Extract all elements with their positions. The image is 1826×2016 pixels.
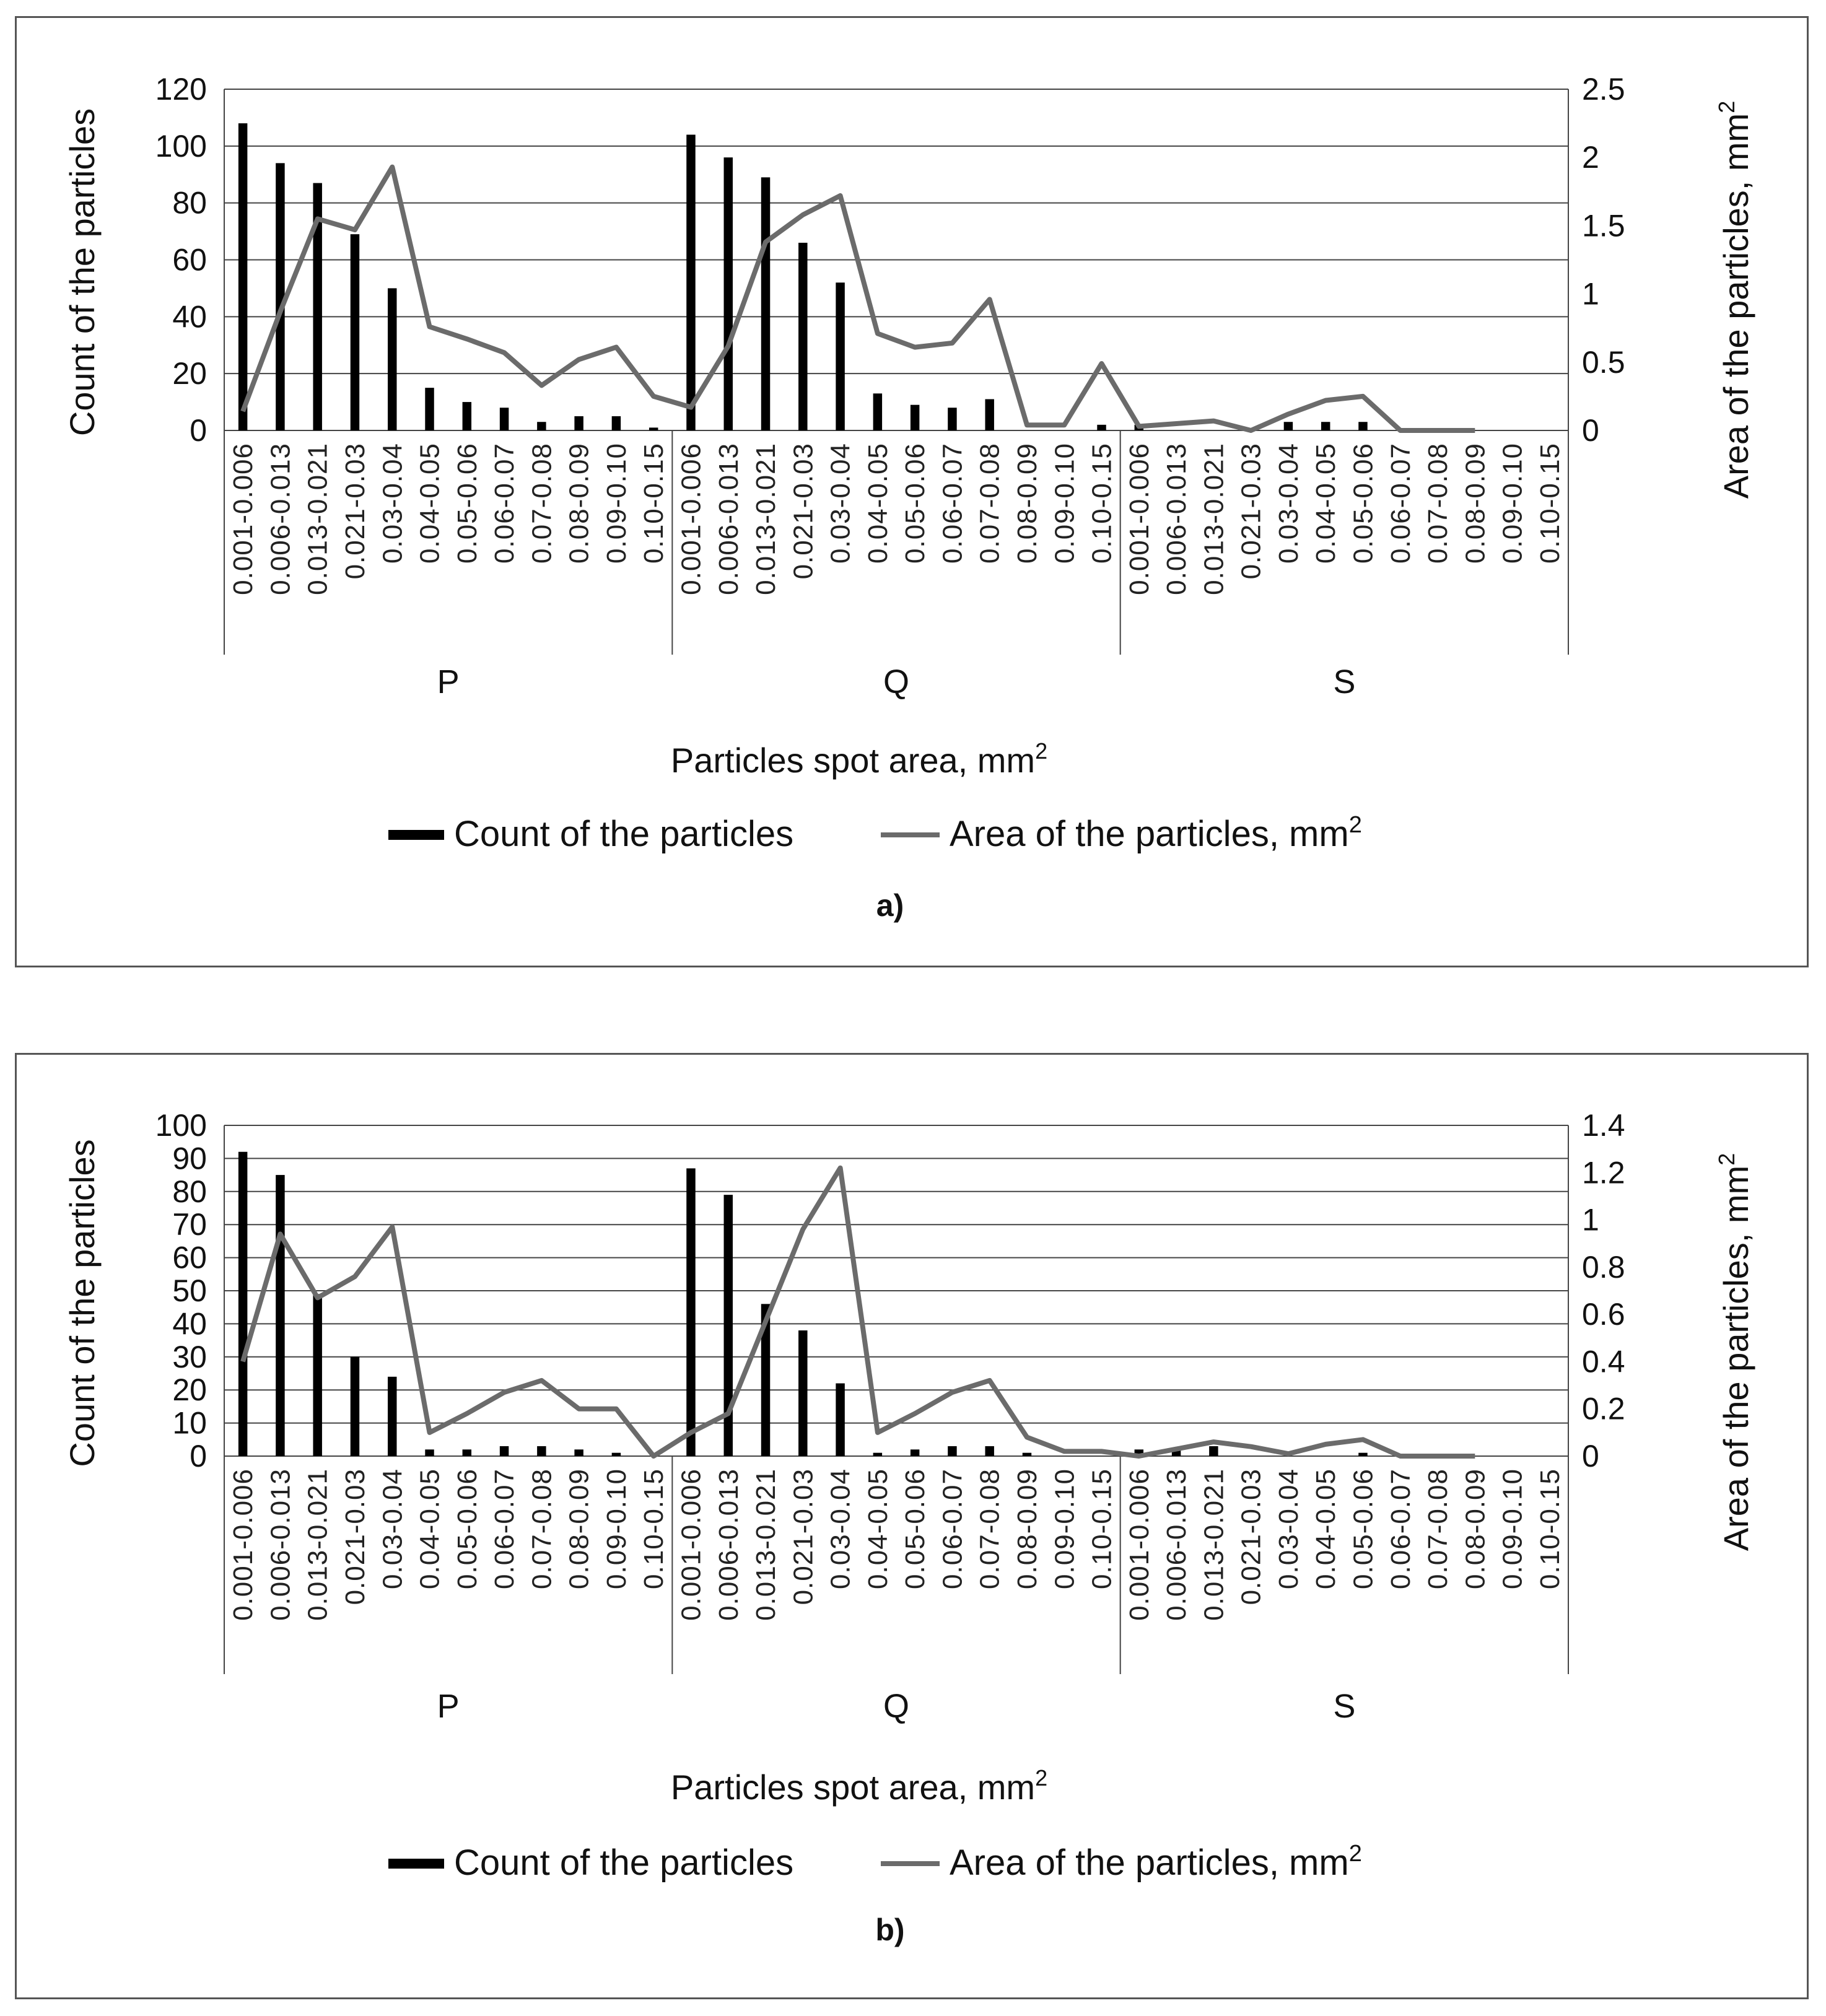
x-category-label: 0.08-0.09	[1011, 1468, 1042, 1589]
x-category-label: 0.08-0.09	[1460, 1468, 1491, 1589]
x-category-label: 0.06-0.07	[1385, 1468, 1416, 1589]
bar-count	[686, 1168, 695, 1456]
x-category-label: 0.05-0.06	[900, 443, 931, 564]
bar-count	[1209, 1446, 1218, 1456]
bar-count	[574, 416, 583, 430]
bar-count	[1321, 422, 1330, 430]
x-category-label: 0.04-0.05	[862, 443, 893, 564]
x-category-label: 0.021-0.03	[339, 443, 370, 580]
x-category-label: 0.03-0.04	[825, 1468, 856, 1589]
x-category-label: 0.10-0.15	[1534, 443, 1565, 564]
chart-a-svg	[17, 18, 1807, 966]
x-category-label: 0.013-0.021	[1199, 443, 1230, 595]
x-category-label: 0.09-0.10	[1497, 443, 1528, 564]
x-category-label: 0.001-0.006	[676, 1468, 707, 1621]
x-group-label: S	[1333, 1688, 1356, 1725]
y-tick-label: 40	[172, 1306, 207, 1342]
bar-count	[574, 1449, 583, 1456]
x-category-label: 0.06-0.07	[937, 443, 968, 564]
x-category-label: 0.07-0.08	[974, 1468, 1005, 1589]
bar-count	[948, 408, 956, 430]
x-category-label: 0.07-0.08	[974, 443, 1005, 564]
y2-tick-label: 2.5	[1582, 72, 1625, 107]
bar-count	[649, 427, 658, 430]
x-category-label: 0.001-0.006	[676, 443, 707, 595]
y-tick-label: 0	[190, 1439, 207, 1473]
x-category-label: 0.021-0.03	[1236, 1468, 1267, 1605]
bar-count	[798, 1330, 807, 1456]
x-category-label: 0.04-0.05	[1311, 1468, 1342, 1589]
x-group-label: P	[437, 1688, 460, 1725]
x-category-label: 0.10-0.15	[1086, 1468, 1117, 1589]
y-tick-label: 100	[155, 1108, 207, 1143]
x-category-label: 0.04-0.05	[414, 443, 445, 564]
bar-count	[612, 416, 621, 430]
y-tick-label: 120	[155, 72, 207, 107]
y2-tick-label: 0.5	[1582, 344, 1625, 380]
bar-count	[351, 1357, 359, 1456]
x-category-label: 0.05-0.06	[900, 1468, 931, 1589]
bar-count	[985, 399, 994, 430]
x-category-label: 0.03-0.04	[377, 443, 408, 564]
x-category-label: 0.10-0.15	[639, 1468, 670, 1589]
x-category-label: 0.001-0.006	[228, 443, 259, 595]
x-category-label: 0.10-0.15	[1086, 443, 1117, 564]
x-category-label: 0.03-0.04	[1273, 1468, 1304, 1589]
y-tick-label: 80	[172, 185, 207, 220]
bar-count	[238, 123, 247, 430]
x-category-label: 0.001-0.006	[1124, 1468, 1155, 1621]
x-category-label: 0.06-0.07	[489, 1468, 520, 1589]
bar-count	[985, 1446, 994, 1456]
bar-count	[537, 422, 546, 430]
x-category-label: 0.05-0.06	[452, 1468, 483, 1589]
x-category-label: 0.021-0.03	[1236, 443, 1267, 580]
y-tick-label: 70	[172, 1207, 207, 1242]
y2-tick-label: 0.6	[1582, 1297, 1625, 1332]
x-category-label: 0.08-0.09	[1460, 443, 1491, 564]
bar-count	[873, 393, 882, 430]
bar-count	[463, 1449, 471, 1456]
x-category-label: 0.021-0.03	[339, 1468, 370, 1605]
x-group-label: S	[1333, 663, 1356, 700]
y2-tick-label: 2	[1582, 140, 1599, 175]
x-category-label: 0.001-0.006	[228, 1468, 259, 1621]
x-category-label: 0.06-0.07	[937, 1468, 968, 1589]
x-category-label: 0.05-0.06	[1348, 443, 1379, 564]
bar-count	[724, 157, 733, 430]
x-category-label: 0.001-0.006	[1124, 443, 1155, 595]
bar-count	[276, 1175, 284, 1456]
x-category-label: 0.07-0.08	[1423, 1468, 1454, 1589]
y-tick-label: 50	[172, 1273, 207, 1308]
bar-count	[537, 1446, 546, 1456]
y2-tick-label: 0	[1582, 1439, 1599, 1473]
legend-label-area: Area of the particles, $mm^2$	[950, 1841, 1362, 1883]
bar-count	[500, 1446, 509, 1456]
bar-count	[388, 288, 396, 430]
y-tick-label: 60	[172, 1240, 207, 1275]
x-category-label: 0.04-0.05	[414, 1468, 445, 1589]
x-category-label: 0.006-0.013	[1161, 1468, 1192, 1621]
x-category-label: 0.013-0.021	[302, 443, 333, 595]
x-category-label: 0.04-0.05	[1311, 443, 1342, 564]
y2-tick-label: 0.2	[1582, 1391, 1625, 1426]
x-category-label: 0.013-0.021	[751, 1468, 782, 1621]
x-category-label: 0.09-0.10	[1049, 443, 1080, 564]
bar-count	[686, 134, 695, 430]
x-group-label: P	[437, 663, 460, 700]
y2-tick-label: 1	[1582, 1202, 1599, 1237]
x-category-label: 0.07-0.08	[526, 1468, 557, 1589]
panel-label: a)	[876, 888, 904, 923]
y2-tick-label: 1.2	[1582, 1155, 1625, 1190]
x-category-label: 0.03-0.04	[1273, 443, 1304, 564]
bar-count	[1358, 1453, 1367, 1456]
x-category-label: 0.021-0.03	[788, 1468, 819, 1605]
x-category-label: 0.09-0.10	[1049, 1468, 1080, 1589]
y-tick-label: 0	[190, 413, 207, 448]
y-tick-label: 30	[172, 1339, 207, 1374]
x-category-label: 0.04-0.05	[862, 1468, 893, 1589]
y-axis-title: Count of the particles	[63, 1139, 102, 1467]
x-category-label: 0.10-0.15	[639, 443, 670, 564]
y2-tick-label: 0.8	[1582, 1249, 1625, 1285]
bar-count	[836, 1384, 844, 1456]
bar-count	[836, 282, 844, 430]
x-category-label: 0.09-0.10	[601, 1468, 632, 1589]
x-category-label: 0.013-0.021	[302, 1468, 333, 1621]
y-tick-label: 60	[172, 242, 207, 277]
y-tick-label: 90	[172, 1141, 207, 1176]
bar-count	[911, 405, 919, 430]
y-tick-label: 100	[155, 128, 207, 164]
y2-axis-title: Area of the particles, $mm^2$	[1714, 1153, 1755, 1551]
x-category-label: 0.10-0.15	[1534, 1468, 1565, 1589]
bar-count	[761, 177, 770, 430]
bar-count	[238, 1152, 247, 1456]
x-category-label: 0.05-0.06	[1348, 1468, 1379, 1589]
x-category-label: 0.006-0.013	[1161, 443, 1192, 595]
line-area-series	[243, 1168, 1475, 1456]
x-category-label: 0.08-0.09	[564, 1468, 595, 1589]
bar-count	[500, 408, 509, 430]
y2-tick-label: 1.5	[1582, 208, 1625, 243]
bar-count	[463, 402, 471, 430]
y2-tick-label: 1	[1582, 276, 1599, 312]
y2-axis-title: Area of the particles, $mm^2$	[1714, 100, 1755, 499]
y2-tick-label: 1.4	[1582, 1108, 1625, 1143]
x-category-label: 0.006-0.013	[713, 1468, 744, 1621]
x-category-label: 0.021-0.03	[788, 443, 819, 580]
x-group-label: Q	[883, 663, 910, 700]
x-category-label: 0.07-0.08	[526, 443, 557, 564]
y2-tick-label: 0	[1582, 413, 1599, 448]
bar-count	[388, 1377, 396, 1456]
chart-b-svg	[17, 1055, 1807, 1997]
bar-count	[1284, 422, 1293, 430]
bar-count	[612, 1453, 621, 1456]
bar-count	[798, 243, 807, 430]
chart-panel-b	[15, 1053, 1809, 1999]
x-category-label: 0.006-0.013	[713, 443, 744, 595]
y2-tick-label: 0.4	[1582, 1344, 1625, 1379]
x-category-label: 0.09-0.10	[601, 443, 632, 564]
legend-label-count: Count of the particles	[454, 814, 794, 854]
x-category-label: 0.08-0.09	[1011, 443, 1042, 564]
x-category-label: 0.006-0.013	[265, 443, 296, 595]
bar-count	[313, 1294, 321, 1456]
chart-panel-a	[15, 16, 1809, 967]
legend-swatch-bar	[388, 1859, 444, 1869]
y-tick-label: 20	[172, 1372, 207, 1408]
bar-count	[873, 1453, 882, 1456]
x-category-label: 0.03-0.04	[825, 443, 856, 564]
x-axis-title: Particles spot area, $mm^2$	[670, 1765, 1048, 1807]
bar-count	[425, 388, 434, 430]
x-category-label: 0.08-0.09	[564, 443, 595, 564]
x-category-label: 0.03-0.04	[377, 1468, 408, 1589]
x-category-label: 0.013-0.021	[1199, 1468, 1230, 1621]
x-axis-title: Particles spot area, $mm^2$	[670, 738, 1048, 780]
bar-count	[1097, 425, 1106, 430]
bar-count	[911, 1449, 919, 1456]
x-category-label: 0.06-0.07	[489, 443, 520, 564]
y-tick-label: 40	[172, 299, 207, 334]
bar-count	[425, 1449, 434, 1456]
x-category-label: 0.09-0.10	[1497, 1468, 1528, 1589]
bar-count	[351, 234, 359, 430]
y-tick-label: 80	[172, 1174, 207, 1209]
y-axis-title: Count of the particles	[63, 108, 102, 437]
legend-swatch-bar	[388, 830, 444, 840]
x-group-label: Q	[883, 1688, 910, 1725]
panel-label: b)	[875, 1913, 905, 1947]
x-category-label: 0.06-0.07	[1385, 443, 1416, 564]
bar-count	[948, 1446, 956, 1456]
legend-label-count: Count of the particles	[454, 1843, 794, 1883]
x-category-label: 0.013-0.021	[751, 443, 782, 595]
bar-count	[1358, 422, 1367, 430]
x-category-label: 0.006-0.013	[265, 1468, 296, 1621]
x-category-label: 0.07-0.08	[1423, 443, 1454, 564]
legend-label-area: Area of the particles, $mm^2$	[950, 812, 1362, 854]
bar-count	[1023, 1453, 1031, 1456]
x-category-label: 0.05-0.06	[452, 443, 483, 564]
bar-count	[276, 163, 284, 430]
y-tick-label: 10	[172, 1405, 207, 1441]
y-tick-label: 20	[172, 356, 207, 391]
